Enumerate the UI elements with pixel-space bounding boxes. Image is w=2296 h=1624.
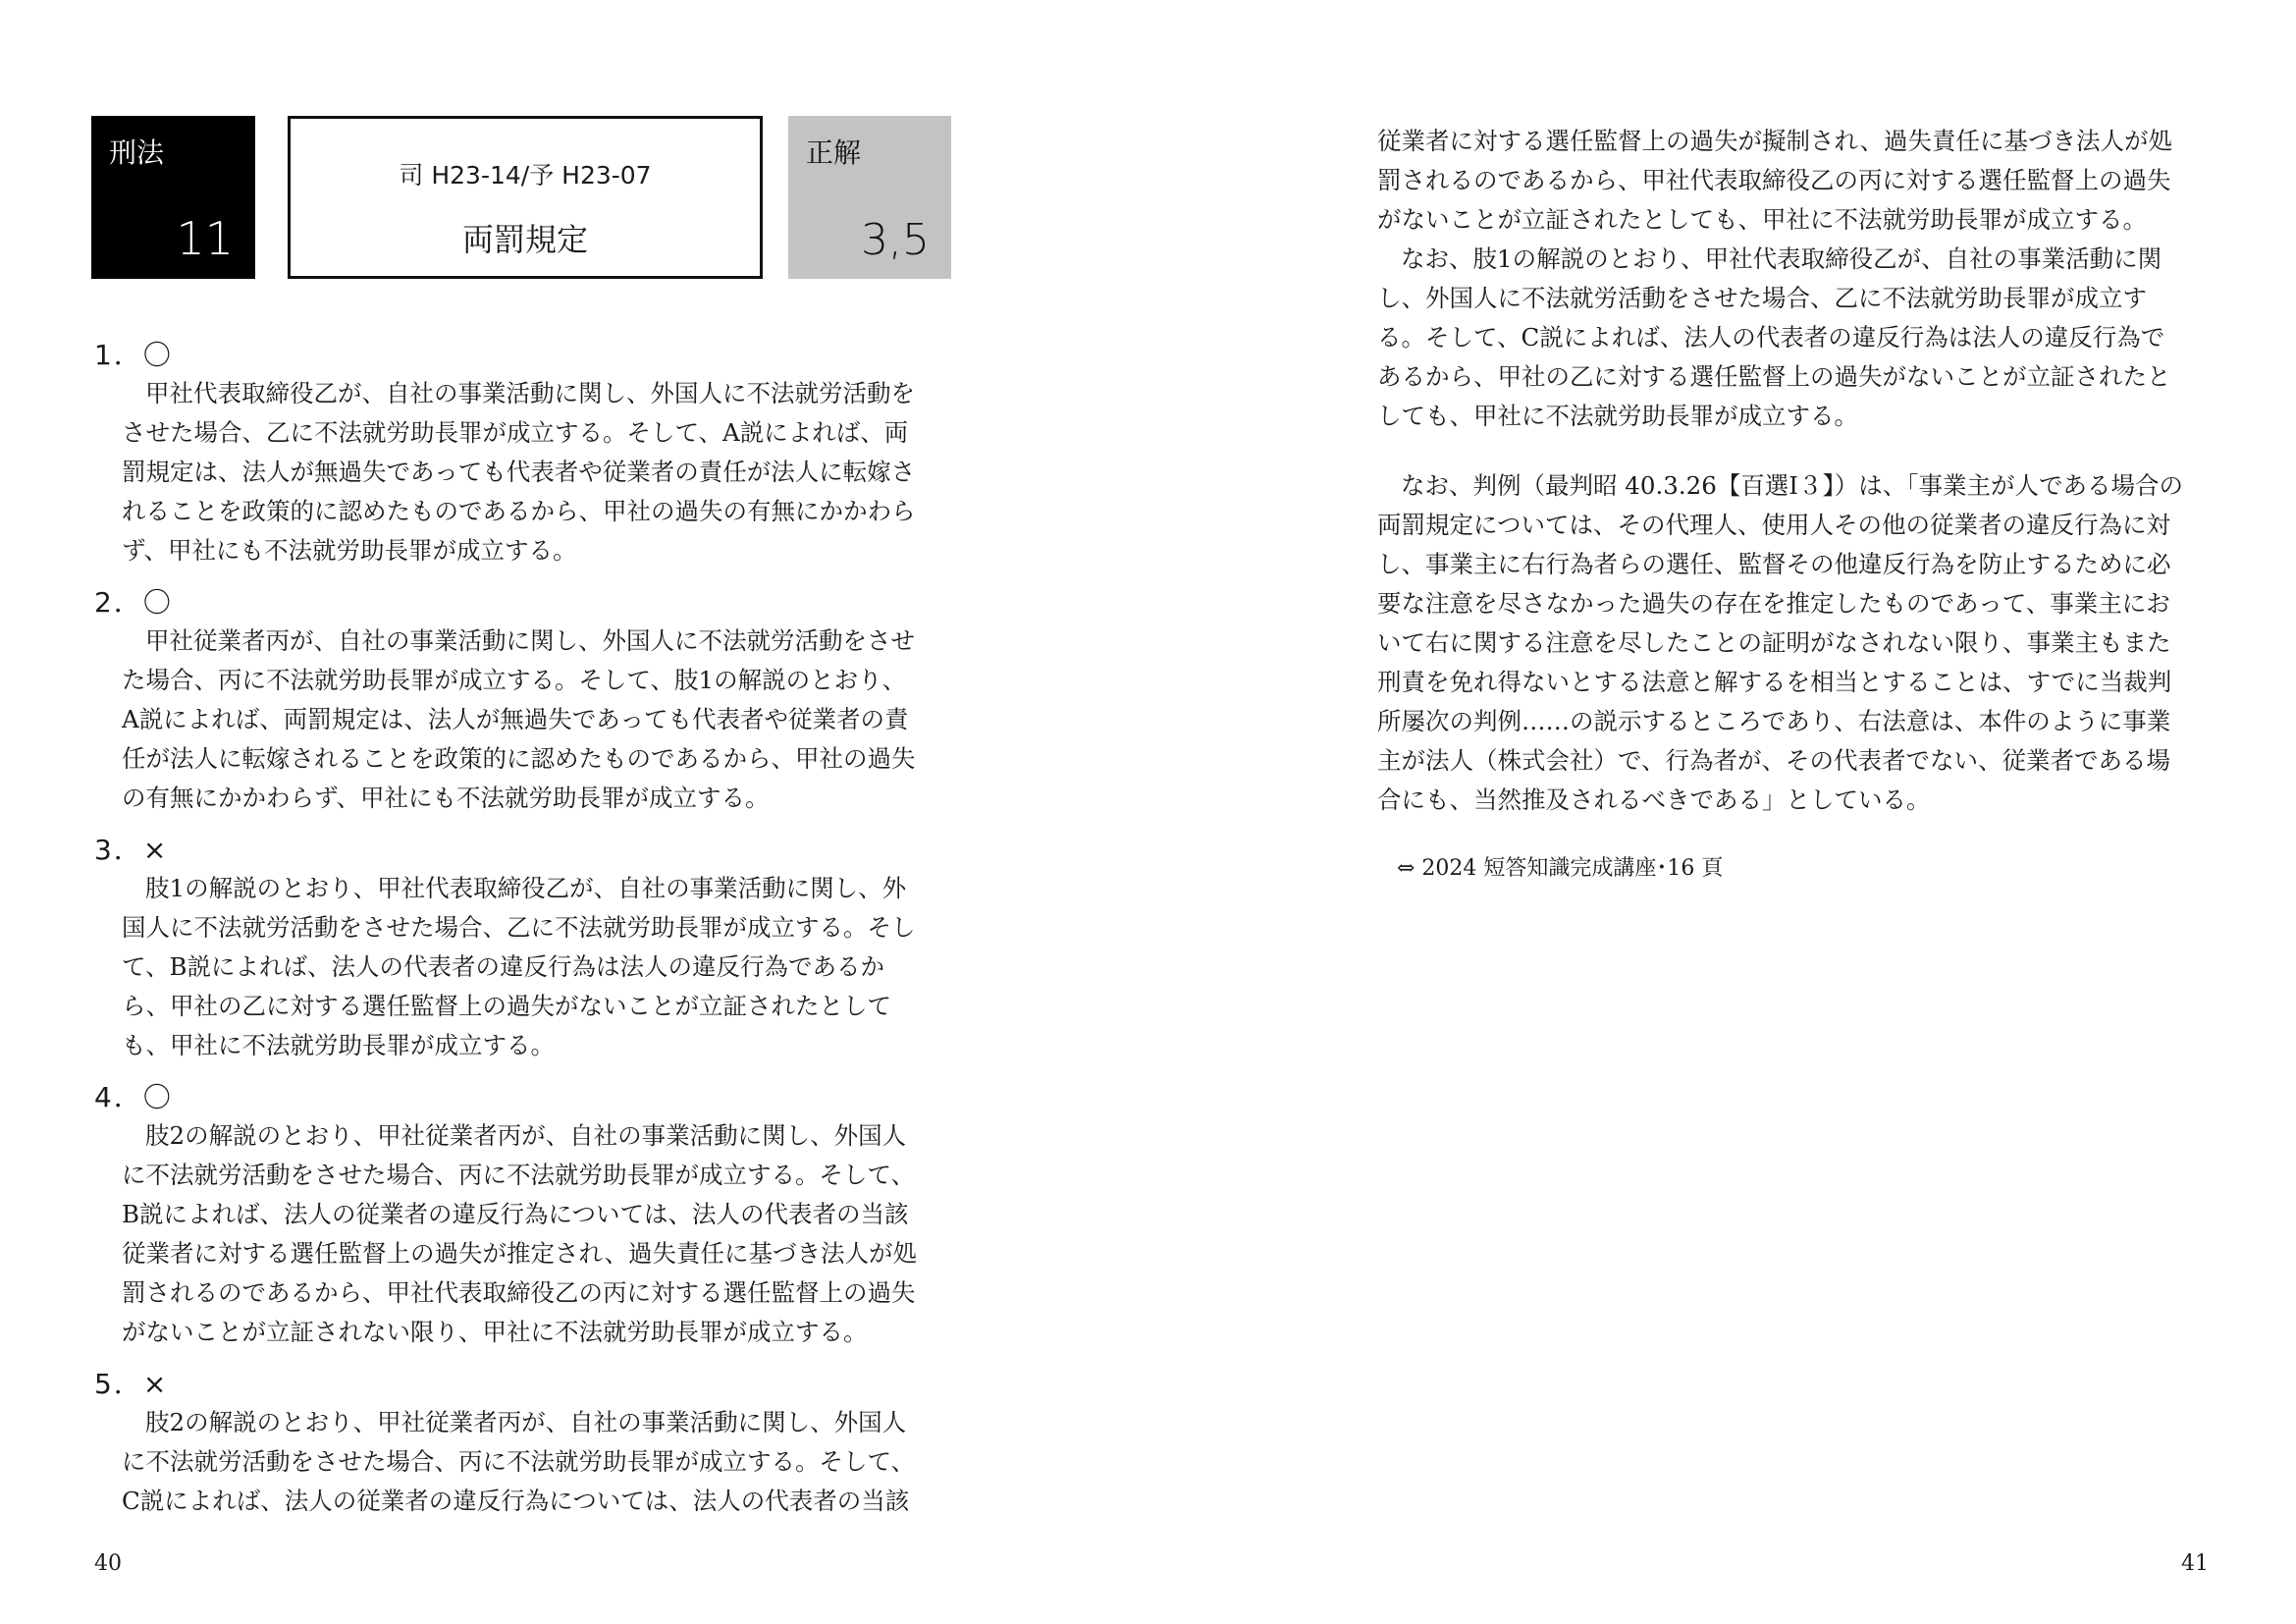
answer-item-1 [94, 337, 968, 570]
item-explanation: 甲社従業者丙が、自社の事業活動に関し、外国人に不法就労活動をさせ た場合、丙に不法就労助長罪が成立する。そして、肢1の解説のとおり、 A説によれば、両罰規定は、法人が無過失であっても代表者や従業者の責 任が法人に転嫁されることを政策的に認めたものであるから、甲社の過失 の有無にかかわらず、甲社にも不法就労助長罪が成立する。 [122, 626, 916, 812]
item-heading: 2．〇 [94, 586, 173, 619]
answer-item-4 [94, 1079, 968, 1352]
item-explanation: 肢2の解説のとおり、甲社従業者丙が、自社の事業活動に関し、外国人 に不法就労活動をさせた場合、丙に不法就労助長罪が成立する。そして、 C説によれば、法人の従業者の違反行為については、法人の代表者の当該 [122, 1408, 916, 1515]
item-explanation: 甲社代表取締役乙が、自社の事業活動に関し、外国人に不法就労活動を させた場合、乙に不法就労助長罪が成立する。そして、A説によれば、両 罰規定は、法人が無過失であっても代表者や従業者の責任が法人に転嫁さ れることを政策的に認めたものであるから、甲社の過失の有無にかかわら ず、甲社にも不法就労助長罪が成立する。 [122, 379, 916, 565]
item-explanation: 肢2の解説のとおり、甲社従業者丙が、自社の事業活動に関し、外国人 に不法就労活動をさせた場合、丙に不法就労助長罪が成立する。そして、 B説によれば、法人の従業者の違反行為については、法人の代表者の当該 従業者に対する選任監督上の過失が推定され、過失責任に基づき法人が処 罰されるのであるから、甲社代表取締役乙の丙に対する選任監督上の過失 がないことが立証されない限り、甲社に不法就労助長罪が成立する。 [122, 1121, 917, 1346]
subject-box [91, 116, 255, 279]
item-explanation: 肢1の解説のとおり、甲社代表取締役乙が、自社の事業活動に関し、外 国人に不法就労活動をさせた場合、乙に不法就労助長罪が成立する。そし て、B説によれば、法人の代表者の違反行為は法人の違反行為であるか ら、甲社の乙に対する選任監督上の過失がないことが立証されたとして も、甲社に不法就労助長罪が成立する。 [122, 874, 916, 1059]
title-box [288, 116, 763, 279]
item-heading: 4．〇 [94, 1081, 173, 1113]
continued-paragraph: 従業者に対する選任監督上の過失が擬制され、過失責任に基づき法人が処 罰されるのであるから、甲社代表取締役乙の丙に対する選任監督上の過失 がないことが立証されたとしても、甲社に不法就労助長罪が成立する。 [1377, 127, 2172, 234]
answer-box [788, 116, 951, 279]
page-number-left: 40 [94, 1551, 122, 1576]
case-law-paragraph: なお、判例（最判昭 40.3.26【百選Ⅰ３】）は、「事業主が人である場合の 両罰規定については、その代理人、使用人その他の従業者の違反行為に対 し、事業主に右行為者らの選任、監督その他違反行為を防止するために必 要な注意を尽さなかった過失の存在を推定したものであって、事業主にお いて右に関する注意を尽したことの証明がなされない限り、事業主もまた 刑責を免れ得ないとする法意と解するを相当とすることは、すでに当裁判 所屡次の判例……の説示するところであり、右法意は、本件のように事業 主が法人（株式会社）で、行為者が、その代表者でない、従業者である場 合にも、当然推及されるべきである」としている。 [1377, 471, 2183, 814]
note-paragraph: なお、肢1の解説のとおり、甲社代表取締役乙が、自社の事業活動に関 し、外国人に不法就労活動をさせた場合、乙に不法就労助長罪が成立す る。そして、C説によれば、法人の代表者の違反行為は法人の違反行為で あるから、甲社の乙に対する選任監督上の過失がないことが立証されたと しても、甲社に不法就労助長罪が成立する。 [1377, 244, 2171, 430]
answer-item-5 [94, 1366, 968, 1521]
topic-title: 両罰規定 [461, 221, 588, 258]
item-heading: 1．〇 [94, 339, 173, 371]
answer-item-2 [94, 584, 968, 818]
course-reference: ⇔ 2024 短答知識完成講座･16 頁 [1397, 856, 1724, 881]
item-heading: 3．× [94, 834, 169, 866]
answer-item-3 [94, 832, 968, 1065]
answer-label: 正解 [806, 136, 862, 169]
subject-label: 刑法 [109, 136, 165, 169]
item-heading: 5．× [94, 1368, 169, 1400]
answer-value: 3,5 [861, 215, 930, 265]
page-number-right: 41 [2181, 1551, 2209, 1576]
question-number: 11 [176, 212, 234, 265]
exam-reference: 司 H23-14/予 H23-07 [399, 161, 652, 189]
